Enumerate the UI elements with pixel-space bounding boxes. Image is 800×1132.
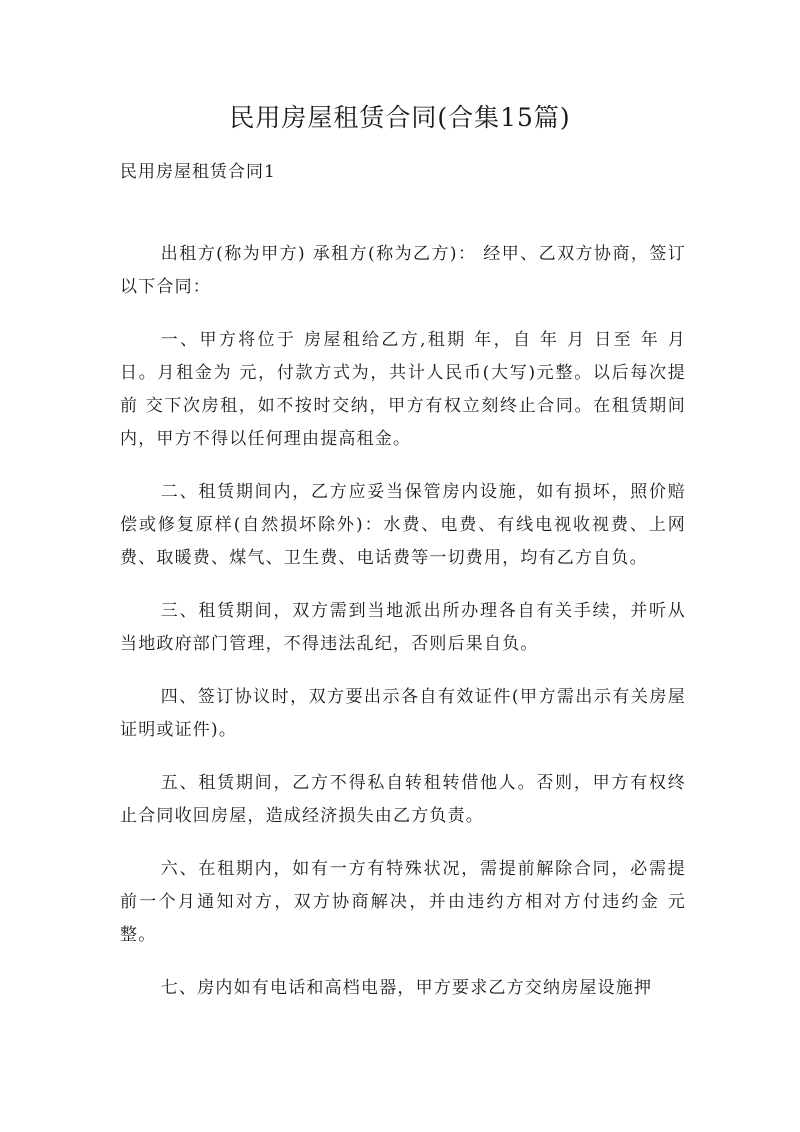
- paragraph-clause-6: 六、在租期内，如有一方有特殊状况，需提前解除合同，必需提前一个月通知对方，双方协商解决，并由违约方相对方付违约金 元整。: [120, 859, 686, 945]
- paragraph-clause-5: 五、租赁期间，乙方不得私自转租转借他人。否则，甲方有权终止合同收回房屋，造成经济损失由乙方负责。: [120, 773, 686, 826]
- paragraph-clause-3: 三、租赁期间，双方需到当地派出所办理各自有关手续，并听从当地政府部门管理，不得违法乱纪，否则后果自负。: [120, 601, 686, 654]
- paragraph-clause-1: 一、甲方将位于 房屋租给乙方,租期 年，自 年 月 日至 年 月 日。月租金为 元，付款方式为，共计人民币(大写)元整。以后每次提前 交下次房租，如不按时交纳，甲方有权立刻终止合同。在租赁期间内，甲方不得以任何理由提高租金。: [120, 330, 686, 449]
- document-body: [120, 238, 686, 1025]
- paragraph-parties: 出租方(称为甲方) 承租方(称为乙方)： 经甲、乙双方协商，签订以下合同：: [120, 244, 686, 297]
- document-title: 民用房屋租赁合同(合集15篇): [229, 103, 571, 132]
- paragraph-clause-7: 七、房内如有电话和高档电器，甲方要求乙方交纳房屋设施押: [160, 978, 653, 998]
- paragraph-clause-2: 二、租赁期间内，乙方应妥当保管房内设施，如有损坏，照价赔偿或修复原样(自然损坏除外)：水费、电费、有线电视收视费、上网费、取暖费、煤气、卫生费、电话费等一切费用，均有乙方自负。: [120, 482, 686, 568]
- paragraph-clause-4: 四、签订协议时，双方要出示各自有效证件(甲方需出示有关房屋证明或证件)。: [120, 687, 686, 740]
- document-subtitle: 民用房屋租赁合同1: [120, 162, 276, 182]
